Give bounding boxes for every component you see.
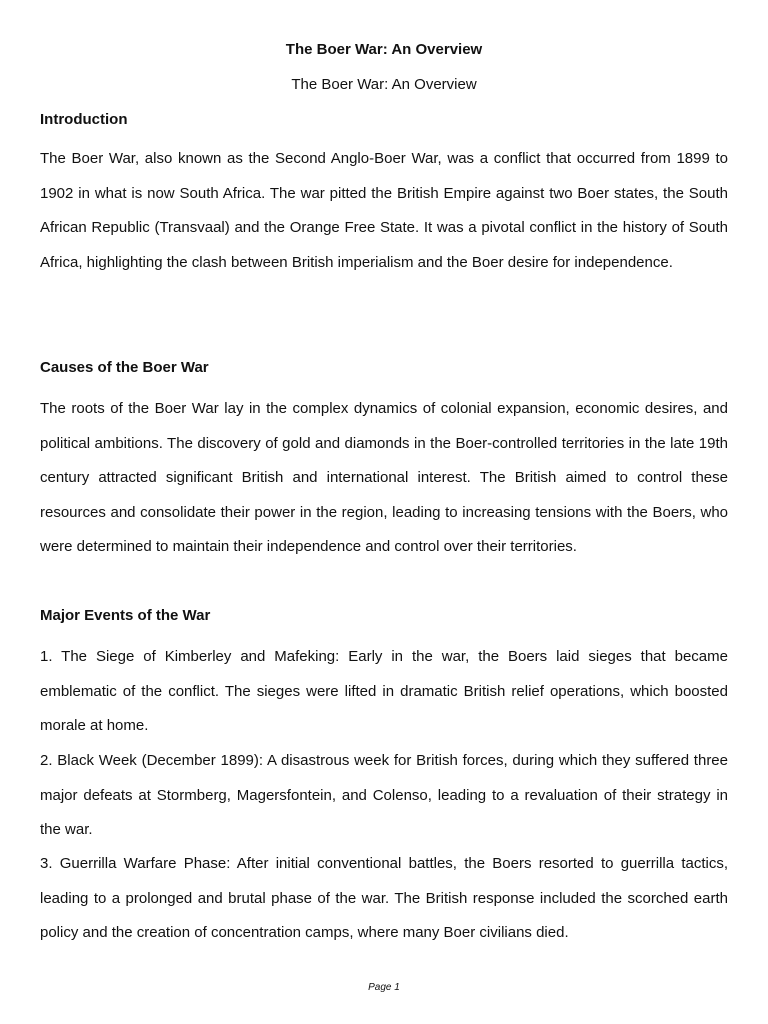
paragraph-causes: The roots of the Boer War lay in the complex dynamics of colonial expansion, economic desires, and political ambitions. The discovery of gold and diamonds in the Boer-controlled territories in the late 19th century attracted significant British and international interest. The British aimed to control these resources and consolidate their power in the region, leading to increasing tensions with the Boers, who were determined to maintain their independence and control over their territories. [40,400,728,555]
section-heading-causes: Causes of the Boer War [40,359,209,376]
section-heading-introduction: Introduction [40,111,128,128]
list-item-event-2: 2. Black Week (December 1899): A disastrous week for British forces, during which they suffered three major defeats at Stormberg, Magersfontein, and Colenso, leading to a revaluation of their strategy in the war. [40,752,728,838]
list-item-event-3: 3. Guerrilla Warfare Phase: After initial conventional battles, the Boers resorted to guerrilla tactics, leading to a prolonged and brutal phase of the war. The British response included the scorched earth policy and the creation of concentration camps, where many Boer civilians died. [40,855,728,941]
list-item-event-1: 1. The Siege of Kimberley and Mafeking: Early in the war, the Boers laid sieges that became emblematic of the conflict. The sieges were lifted in dramatic British relief operations, which boosted morale at home. [40,648,728,734]
section-heading-major-events: Major Events of the War [40,607,211,624]
page-number-footer: Page 1 [368,982,400,993]
paragraph-introduction: The Boer War, also known as the Second Anglo-Boer War, was a conflict that occurred from 1899 to 1902 in what is now South Africa. The war pitted the British Empire against two Boer states, the South African Republic (Transvaal) and the Orange Free State. It was a pivotal conflict in the history of South Africa, highlighting the clash between British imperialism and the Boer desire for independence. [40,150,728,271]
document-title: The Boer War: An Overview [285,41,483,58]
document-subtitle: The Boer War: An Overview [291,76,477,93]
